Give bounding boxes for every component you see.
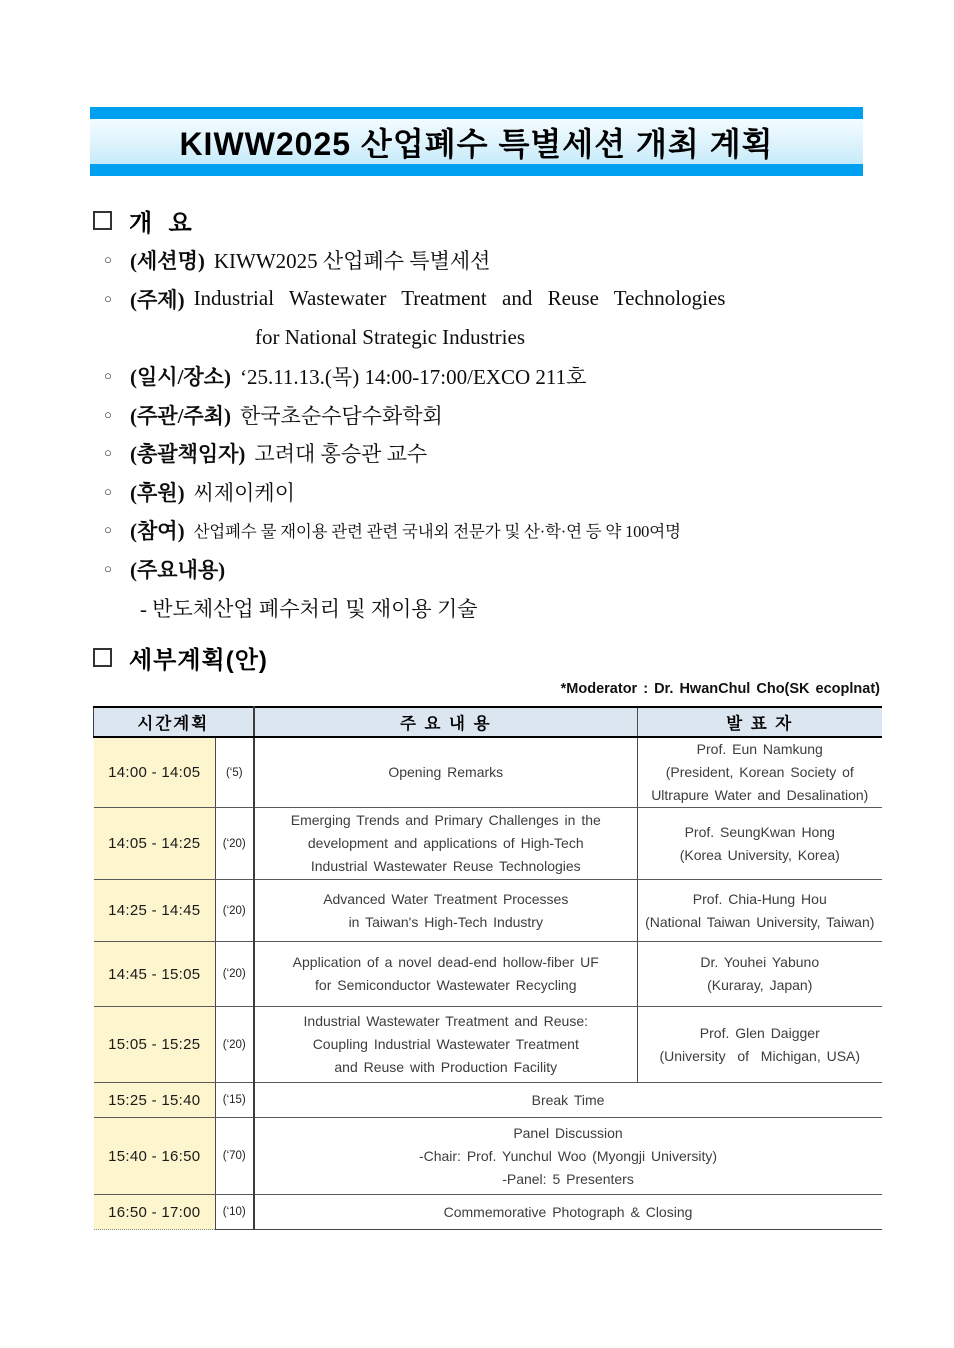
duration-cell: (‘10) [216, 1195, 254, 1230]
duration-cell: (‘20) [216, 942, 254, 1007]
duration-cell: (‘15) [216, 1083, 254, 1118]
schedule-row [94, 808, 882, 880]
overview-item-text: 고려대 홍승관 교수 [254, 442, 428, 467]
overview-item-label: (참여) [130, 519, 185, 544]
overview-item-text: 한국초순수담수화학회 [239, 403, 443, 428]
content-cell: Emerging Trends and Primary Challenges in the development and applications of High-Tech Industrial Wastewater Reuse Technologies [254, 808, 638, 880]
column-header-presenter: 발 표 자 [638, 707, 882, 737]
time-cell: 15:25 - 15:40 [94, 1083, 216, 1118]
schedule-row [94, 1083, 882, 1118]
square-bullet-icon [93, 211, 112, 230]
time-cell: 14:00 - 14:05 [94, 737, 216, 808]
circle-bullet-icon: ○ [104, 368, 112, 384]
schedule-row [94, 1118, 882, 1195]
overview-section-heading [93, 203, 193, 238]
overview-list [104, 241, 884, 627]
presenter-cell: Prof. Chia-Hung Hou (National Taiwan University, Taiwan) [638, 880, 882, 942]
schedule-section-heading [93, 640, 268, 675]
page-title: KIWW2025 산업폐수 특별세션 개최 계획 [179, 125, 774, 162]
time-cell: 14:25 - 14:45 [94, 880, 216, 942]
overview-item-text: ‘25.11.13.(목) 14:00-17:00/EXCO 211호 [239, 365, 587, 390]
banner-body [90, 119, 863, 164]
content-cell: Advanced Water Treatment Processes in Taiwan's High-Tech Industry [254, 880, 638, 942]
schedule-row [94, 880, 882, 942]
overview-item-text: for National Strategic Industries [255, 324, 526, 349]
duration-cell: (‘20) [216, 1007, 254, 1083]
presenter-cell: Prof. Eun Namkung (President, Korean Society of Ultrapure Water and Desalination) [638, 737, 882, 808]
overview-line [104, 588, 884, 627]
overview-line [104, 550, 884, 589]
circle-bullet-icon: ○ [104, 445, 112, 461]
overview-item-text: 씨제이케이 [193, 480, 295, 505]
schedule-row [94, 1195, 882, 1230]
overview-line [104, 241, 884, 280]
banner-top-bar [90, 107, 863, 119]
duration-cell: (‘20) [216, 808, 254, 880]
overview-line [104, 357, 884, 396]
square-bullet-icon [93, 648, 112, 667]
overview-line [104, 280, 884, 319]
circle-bullet-icon: ○ [104, 290, 112, 306]
schedule-row [94, 942, 882, 1007]
column-header-time: 시간계획 [94, 707, 254, 737]
overview-item-text: Industrial Wastewater Treatment and Reuse Technologies [193, 286, 726, 311]
presenter-cell: Prof. SeungKwan Hong (Korea University, Korea) [638, 808, 882, 880]
content-cell: Application of a novel dead-end hollow-fiber UF for Semiconductor Wastewater Recycling [254, 942, 638, 1007]
overview-item-text: - 반도체산업 폐수처리 및 재이용 기술 [140, 596, 478, 621]
time-cell: 16:50 - 17:00 [94, 1195, 216, 1230]
overview-item-text: 산업폐수 물 재이용 관련 관련 국내외 전문가 및 산·학·연 등 약 100여명 [193, 522, 681, 542]
banner-bottom-bar [90, 164, 863, 176]
duration-cell: (‘70) [216, 1118, 254, 1195]
duration-cell: (‘5) [216, 737, 254, 808]
overview-item-text: KIWW2025 산업폐수 특별세션 [213, 249, 491, 274]
title-banner [90, 107, 863, 176]
overview-item-label: (후원) [130, 480, 185, 505]
moderator-note: *Moderator : Dr. HwanChul Cho(SK ecoplnat) [560, 681, 880, 697]
overview-item-label: (세션명) [130, 249, 205, 274]
circle-bullet-icon: ○ [104, 406, 112, 422]
overview-item-label: (주관/주최) [130, 403, 231, 428]
circle-bullet-icon: ○ [104, 561, 112, 577]
overview-heading-label: 개 요 [129, 210, 193, 237]
time-cell: 15:05 - 15:25 [94, 1007, 216, 1083]
column-header-content: 주 요 내 용 [254, 707, 638, 737]
overview-item-label: (총괄책임자) [130, 442, 246, 467]
content-cell: Opening Remarks [254, 737, 638, 808]
content-cell: Panel Discussion -Chair: Prof. Yunchul Woo (Myongji University) -Panel: 5 Presenters [254, 1118, 882, 1195]
presenter-cell: Prof. Glen Daigger (University of Michigan, USA) [638, 1007, 882, 1083]
overview-item-label: (주요내용) [130, 558, 226, 583]
time-cell: 15:40 - 16:50 [94, 1118, 216, 1195]
overview-line [104, 395, 884, 434]
presenter-cell: Dr. Youhei Yabuno (Kuraray, Japan) [638, 942, 882, 1007]
content-cell: Commemorative Photograph & Closing [254, 1195, 882, 1230]
overview-line [104, 434, 884, 473]
schedule-row [94, 1007, 882, 1083]
overview-line [104, 473, 884, 512]
circle-bullet-icon: ○ [104, 522, 112, 538]
circle-bullet-icon: ○ [104, 483, 112, 499]
overview-line [104, 318, 884, 357]
schedule-row [94, 737, 882, 808]
schedule-heading-label: 세부계획(안) [129, 647, 268, 674]
time-cell: 14:05 - 14:25 [94, 808, 216, 880]
content-cell: Break Time [254, 1083, 882, 1118]
schedule-table [93, 706, 882, 1230]
circle-bullet-icon: ○ [104, 252, 112, 268]
time-cell: 14:45 - 15:05 [94, 942, 216, 1007]
schedule-header-row [94, 707, 882, 737]
content-cell: Industrial Wastewater Treatment and Reuse: Coupling Industrial Wastewater Treatment and Reuse with Production Facility [254, 1007, 638, 1083]
overview-line [104, 511, 884, 550]
duration-cell: (‘20) [216, 880, 254, 942]
overview-item-label: (주제) [130, 287, 185, 312]
overview-item-label: (일시/장소) [130, 365, 231, 390]
